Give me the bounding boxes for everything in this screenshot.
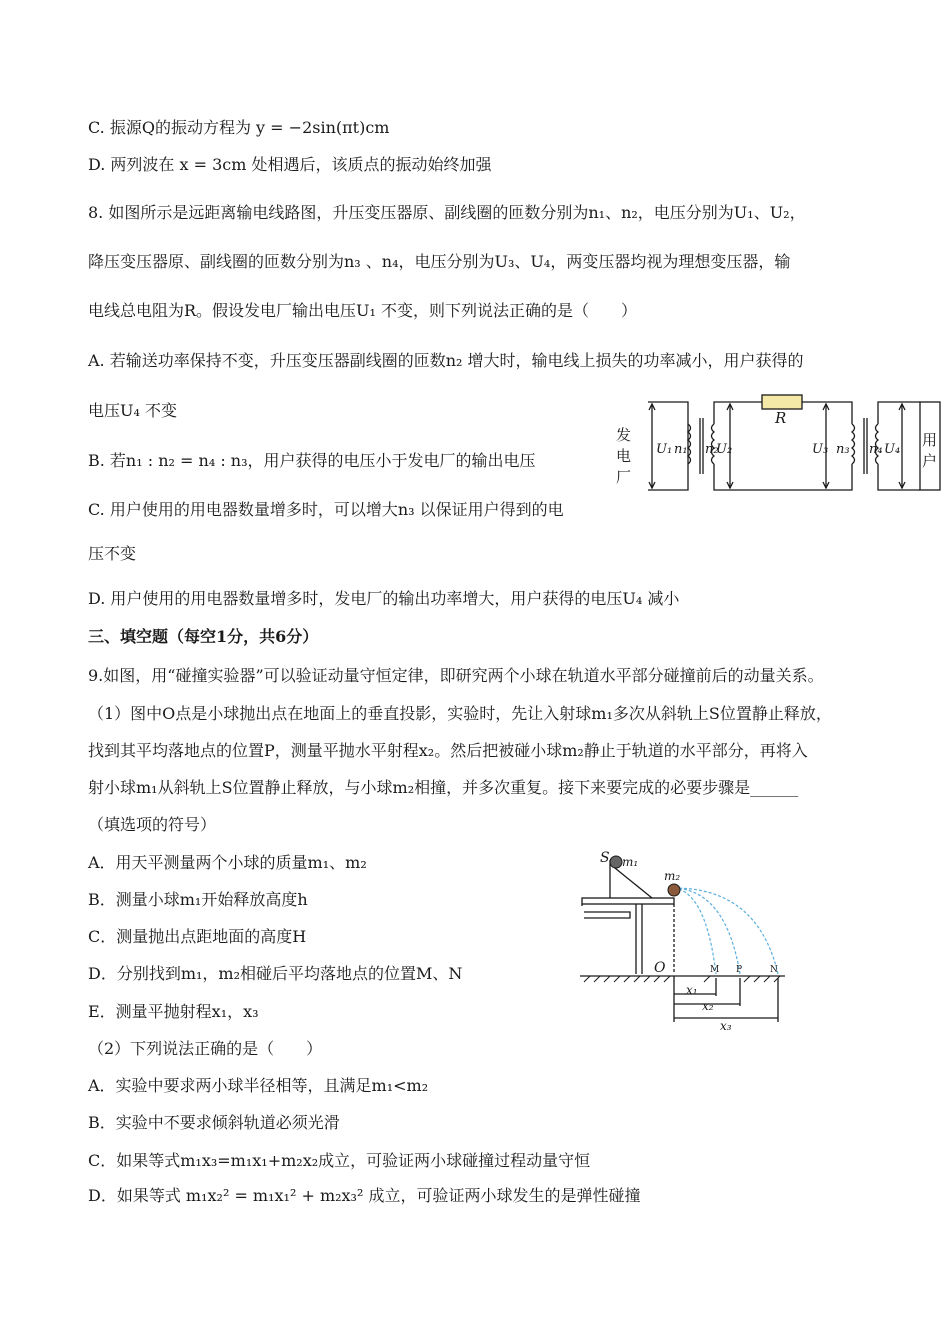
source-char-2: 电	[616, 447, 632, 465]
n4-label: n₄	[869, 442, 883, 457]
u2-label: U₂	[716, 442, 733, 457]
u3-label: U₃	[812, 442, 829, 457]
label-s: S	[600, 850, 610, 866]
q8-option-d: D. 用户使用的用电器数量增多时，发电厂的输出功率增大，用户获得的电压U₄ 减小	[88, 589, 680, 608]
q9-part1-line-1: （1）图中O点是小球抛出点在地面上的垂直投影，实验时，先让入射球m₁多次从斜轨上S位置静止释放，	[88, 704, 832, 723]
q9-stem: 9.如图，用“碰撞实验器”可以验证动量守恒定律，即研究两个小球在轨道水平部分碰撞前后的动量关系。	[88, 666, 824, 685]
transmission-circuit-diagram	[612, 390, 942, 496]
q8-option-c-line-1: C. 用户使用的用电器数量增多时，可以增大n₃ 以保证用户得到的电	[88, 500, 564, 519]
section-title: 三、填空题（每空1分，共6分）	[88, 627, 319, 646]
label-n: N	[770, 965, 778, 975]
label-m1: m₁	[622, 855, 639, 869]
source-char-1: 发	[616, 426, 632, 444]
q9-part1-line-2: 找到其平均落地点的位置P，测量平抛水平射程x₂。然后把被碰小球m₂静止于轨道的水平部分，再将入	[88, 741, 808, 760]
q8-stem-line-1: 8. 如图所示是远距离输电线路图，升压变压器原、副线圈的匝数分别为n₁、n₂，电压分别为U₁、U₂，	[88, 203, 806, 222]
q8-stem-line-3: 电线总电阻为R。假设发电厂输出电压U₁ 不变，则下列说法正确的是（ ）	[88, 301, 638, 320]
q9-part2-option-c: C．如果等式m₁x₃=m₁x₁+m₂x₂成立，可验证两小球碰撞过程动量守恒	[88, 1151, 591, 1170]
q8-option-a-line-2: 电压U₄ 不变	[88, 401, 177, 420]
q9-part2-stem: （2）下列说法正确的是（ ）	[88, 1039, 323, 1058]
n2-label: n₂	[705, 442, 719, 457]
q8-option-a-line-1: A. 若输送功率保持不变，升压变压器副线圈的匝数n₂ 增大时，输电线上损失的功率减小，用户获得的	[88, 351, 804, 370]
u4-label: U₄	[884, 442, 901, 457]
q7-option-c: C. 振源Q的振动方程为 y = −2sin(πt)cm	[88, 118, 390, 137]
q9-part1-line-4: （填选项的符号）	[88, 815, 217, 834]
label-x1: x₁	[686, 983, 698, 997]
label-x3: x₃	[720, 1019, 732, 1032]
q8-option-b: B. 若n₁ : n₂ = n₄ : n₃，用户获得的电压小于发电厂的输出电压	[88, 451, 536, 470]
q9-part2-option-d: D．如果等式 m₁x₂² = m₁x₁² + m₂x₃² 成立，可验证两小球发生的是弹性碰撞	[88, 1186, 641, 1205]
ball-m2	[668, 884, 680, 896]
n1-label: n₁	[674, 442, 688, 457]
user-char-2: 户	[922, 452, 938, 470]
q8-option-c-line-2: 压不变	[88, 544, 137, 563]
source-char-3: 厂	[616, 468, 632, 486]
resistor-block	[762, 395, 802, 409]
q9-part2-option-b: B．实验中不要求倾斜轨道必须光滑	[88, 1113, 340, 1132]
q7-option-d: D. 两列波在 x = 3cm 处相遇后，该质点的振动始终加强	[88, 155, 492, 174]
label-m: M	[710, 965, 720, 975]
q9-part1-option-a: A．用天平测量两个小球的质量m₁、m₂	[88, 853, 367, 872]
u1-label: U₁	[656, 442, 673, 457]
n3-label: n₃	[836, 442, 850, 457]
label-o: O	[654, 960, 666, 976]
label-m2: m₂	[664, 869, 681, 883]
q9-part1-option-c: C．测量抛出点距地面的高度H	[88, 927, 307, 946]
collision-apparatus-diagram	[580, 846, 790, 1032]
q9-part1-line-3: 射小球m₁从斜轨上S位置静止释放，与小球m₂相撞，并多次重复。接下来要完成的必要步骤是______	[88, 778, 799, 797]
q9-part1-option-b: B．测量小球m₁开始释放高度h	[88, 890, 308, 909]
user-char-1: 用	[922, 431, 938, 449]
resistor-label: R	[775, 409, 787, 427]
q9-part1-option-e: E．测量平抛射程x₁，x₃	[88, 1002, 259, 1021]
q9-part1-option-d: D．分别找到m₁，m₂相碰后平均落地点的位置M、N	[88, 964, 463, 983]
label-p: P	[736, 965, 743, 975]
ball-m1	[610, 856, 622, 868]
q8-stem-line-2: 降压变压器原、副线圈的匝数分别为n₃ 、n₄，电压分别为U₃、U₄，两变压器均视为理想变压器，输	[88, 252, 791, 271]
label-x2: x₂	[702, 999, 714, 1013]
q9-part2-option-a: A．实验中要求两小球半径相等，且满足m₁<m₂	[88, 1076, 429, 1095]
